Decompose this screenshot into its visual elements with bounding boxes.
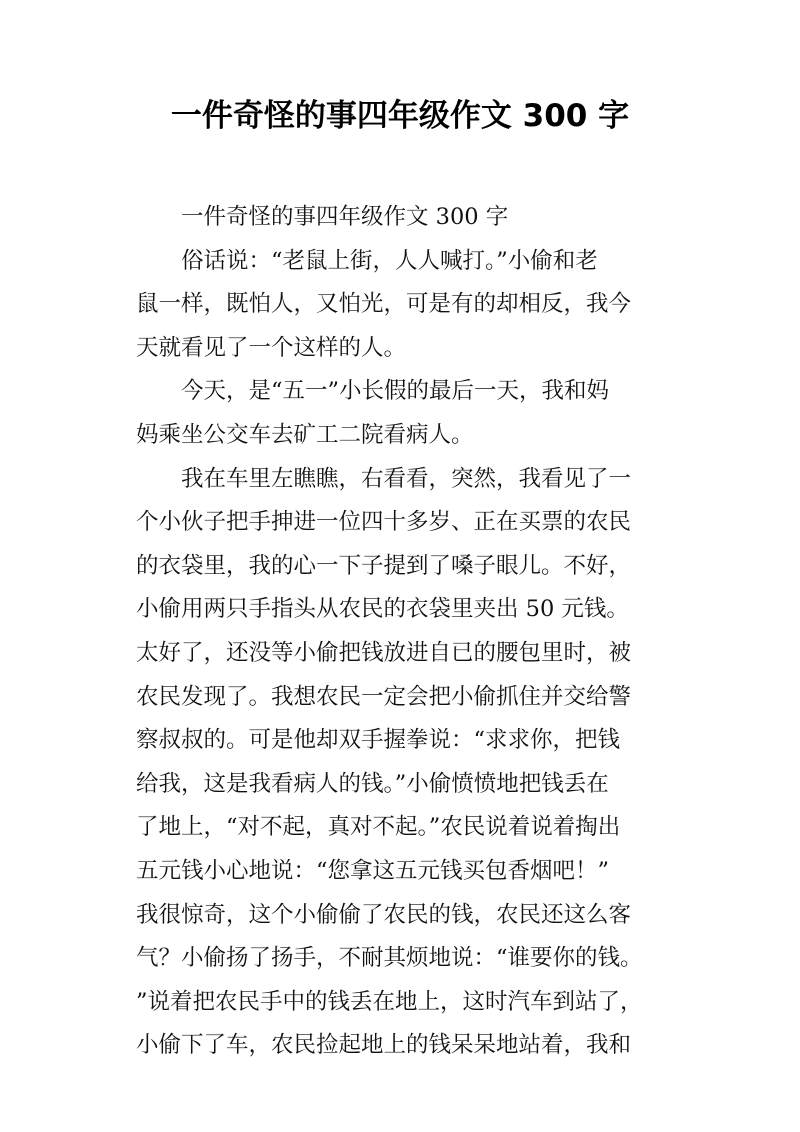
text-line: 了地上，“对不起，真对不起。”农民说着说着掏出	[136, 814, 621, 841]
text-line: 气？小偷扬了扬手，不耐其烦地说：“谁要你的钱。	[136, 945, 643, 972]
text-line: 的衣袋里，我的心一下子提到了嗓子眼儿。不好，	[136, 552, 632, 579]
text-line: 我很惊奇，这个小偷偷了农民的钱，农民还这么客	[136, 901, 632, 928]
text-line: 个小伙子把手抻进一位四十多岁、正在买票的农民	[136, 509, 632, 536]
text-line: 今天，是“五一”小长假的最后一天，我和妈	[181, 378, 610, 405]
text-line: 妈乘坐公交车去矿工二院看病人。	[136, 421, 474, 448]
document-title: 一件奇怪的事四年级作文 300 字	[170, 98, 630, 134]
text-line: 我在车里左瞧瞧，右看看，突然，我看见了一	[181, 465, 632, 492]
text-line: 一件奇怪的事四年级作文 300 字	[181, 204, 509, 230]
text-line: 小偷下了车，农民捡起地上的钱呆呆地站着，我和	[136, 1032, 632, 1059]
text-line: 俗话说：“老鼠上街，人人喊打。”小偷和老	[181, 247, 598, 274]
text-line: ”说着把农民手中的钱丢在地上，这时汽车到站了，	[136, 988, 643, 1015]
text-line: 农民发现了。我想农民一定会把小偷抓住并交给警	[136, 683, 632, 710]
text-line: 鼠一样，既怕人，又怕光，可是有的却相反，我今	[136, 291, 632, 318]
text-line: 五元钱小心地说：“您拿这五元钱买包香烟吧！”	[136, 857, 610, 884]
text-line: 小偷用两只手指头从农民的衣袋里夹出 50 元钱。	[136, 596, 629, 623]
text-line: 天就看见了一个这样的人。	[136, 334, 407, 361]
text-line: 给我，这是我看病人的钱。”小偷愤愤地把钱丢在	[136, 770, 609, 797]
text-line: 察叔叔的。可是他却双手握拳说：“求求你，把钱	[136, 727, 621, 754]
text-line: 太好了，还没等小偷把钱放进自已的腰包里时，被	[136, 639, 632, 666]
document-body	[136, 196, 676, 1068]
